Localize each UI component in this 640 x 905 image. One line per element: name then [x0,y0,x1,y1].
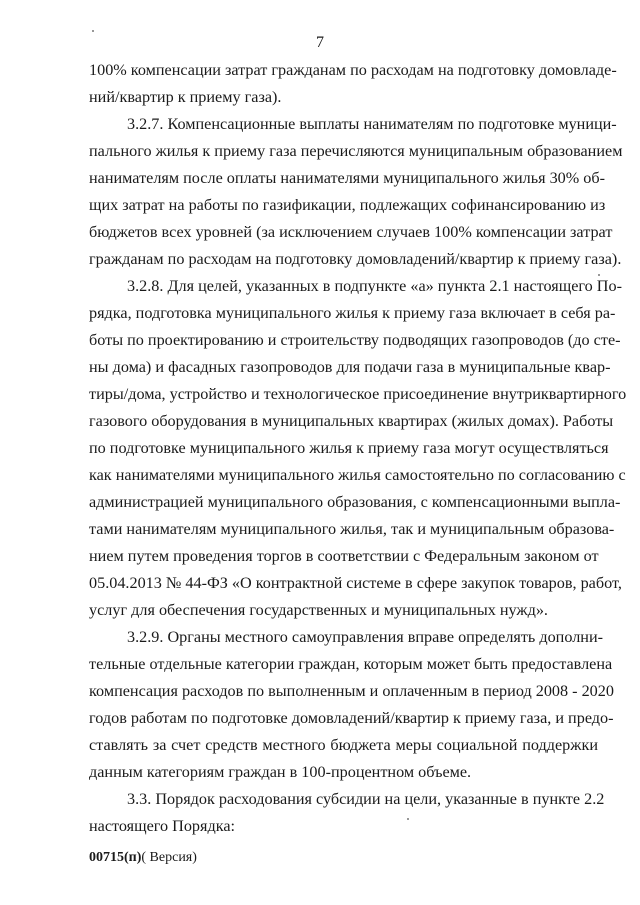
text-line: по подготовке муниципального жилья к приему газа могут осуществляться [89,439,609,457]
scan-speck [92,30,94,32]
text-line: как нанимателями муниципального жилья самостоятельно по согласованию с [89,466,626,484]
text-line: газового оборудования в муниципальных квартирах (жилых домах). Работы [89,412,614,430]
text-line: рядка, подготовка муниципального жилья к приему газа включает в себя ра- [89,304,616,322]
text-line: тиры/дома, устройство и технологическое присоединение внутриквартирного [89,385,627,403]
paragraph-3-2-7-start: 3.2.7. Компенсационные выплаты нанимателям по подготовке муници- [127,115,617,133]
paragraph-3-3-start: 3.3. Порядок расходования субсидии на цели, указанные в пункте 2.2 [127,790,605,808]
page-number: 7 [316,34,324,51]
text-line: пального жилья к приему газа перечисляются муниципальным образованием [89,142,623,160]
text-line: нием путем проведения торгов в соответствии с Федеральным законом от [89,547,599,565]
text-line: администрацией муниципального образования, с компенсационными выпла- [89,493,621,511]
text-line: боты по проектированию и строительству подводящих газопроводов (до сте- [89,331,621,349]
text-line: ны дома) и фасадных газопроводов для подачи газа в муниципальные квар- [89,358,611,376]
document-footer [89,850,197,866]
text-line: 100% компенсации затрат гражданам по расходам на подготовку домовладе- [89,61,617,79]
document-code: 00715(п) [89,850,142,865]
text-line: данным категориям граждан в 100-процентном объеме. [89,763,472,781]
text-line: ставлять за счет средств местного бюджета меры социальной поддержки [89,736,598,754]
text-line: компенсация расходов по выполненным и оплаченным в период 2008 - 2020 [89,682,614,700]
text-line: настоящего Порядка: [89,817,236,835]
paragraph-3-2-8-start: 3.2.8. Для целей, указанных в подпункте «а» пункта 2.1 настоящего По- [127,277,622,295]
document-version: ( Версия) [141,850,197,865]
text-line: ний/квартир к приему газа). [89,88,282,106]
text-line: 05.04.2013 № 44-ФЗ «О контрактной системе в сфере закупок товаров, работ, [89,574,622,592]
text-line: гражданам по расходам на подготовку домовладений/квартир к приему газа). [89,250,622,268]
text-line: тами нанимателям муниципального жилья, так и муниципальным образова- [89,520,615,538]
text-line: нанимателям после оплаты нанимателями муниципального жилья 30% об- [89,169,606,187]
text-line: годов работам по подготовке домовладений/квартир к приему газа, и предо- [89,709,614,727]
text-line: тельные отдельные категории граждан, которым может быть предоставлена [89,655,613,673]
text-line: услуг для обеспечения государственных и муниципальных нужд». [89,601,548,619]
scan-speck [598,274,600,276]
text-line: щих затрат на работы по газификации, подлежащих софинансированию из [89,196,606,214]
paragraph-3-2-9-start: 3.2.9. Органы местного самоуправления вправе определять дополни- [127,628,604,646]
text-line: бюджетов всех уровней (за исключением случаев 100% компенсации затрат [89,223,613,241]
scan-speck [407,818,409,820]
